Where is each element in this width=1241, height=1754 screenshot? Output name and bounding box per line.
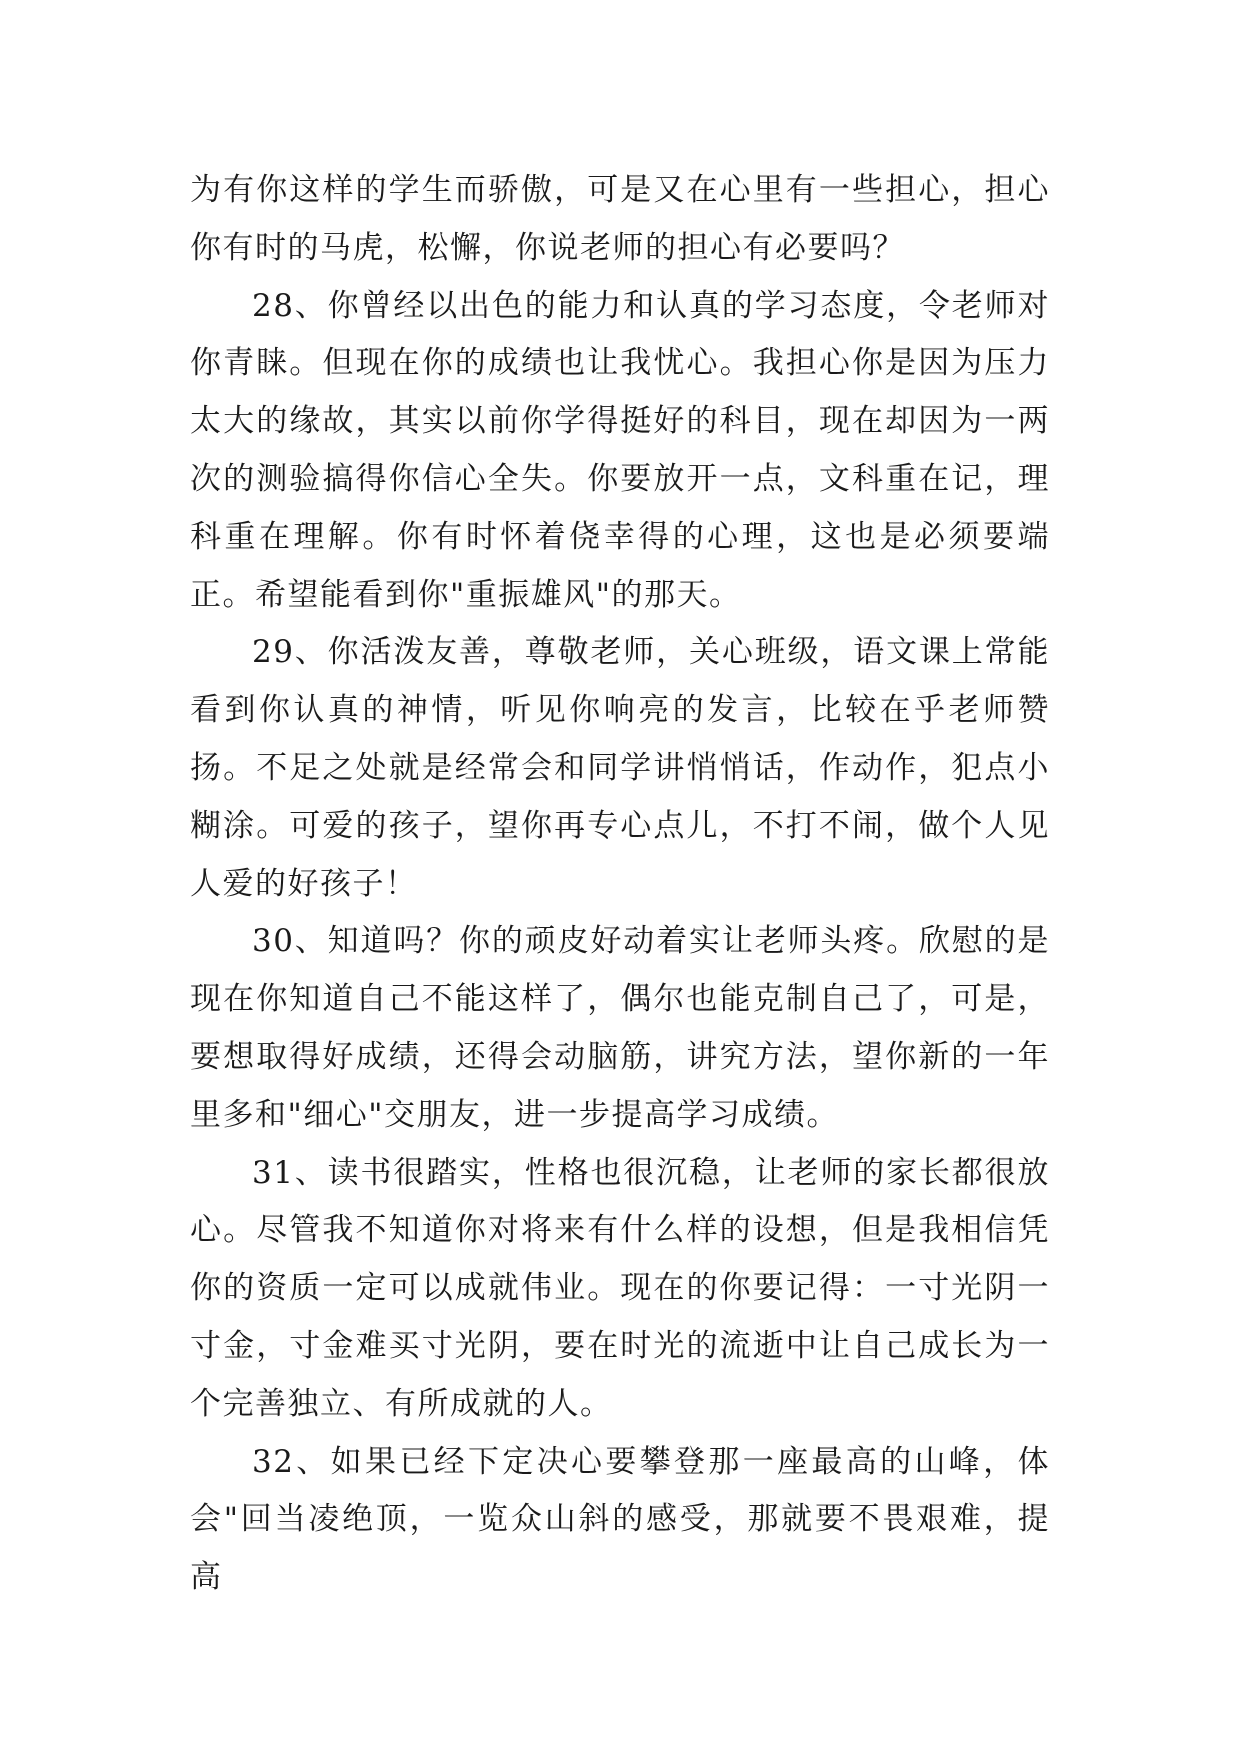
paragraph-31: 31、读书很踏实，性格也很沉稳，让老师的家长都很放心。尽管我不知道你对将来有什么样的设想，但是我相信凭你的资质一定可以成就伟业。现在的你要记得：一寸光阴一寸金，寸金难买寸光阴，要在时光的流逝中让自己成长为一个完善独立、有所成就的人。 xyxy=(190,1154,1050,1422)
paragraph-29: 29、你活泼友善，尊敬老师，关心班级，语文课上常能看到你认真的神情，听见你响亮的发言，比较在乎老师赞扬。不足之处就是经常会和同学讲悄悄话，作动作，犯点小糊涂。可爱的孩子，望你再专心点儿，不打不闹，做个人见人爱的好孩子！ xyxy=(190,634,1050,902)
paragraph-30: 30、知道吗？你的顽皮好动着实让老师头疼。欣慰的是现在你知道自己不能这样了，偶尔也能克制自己了，可是，要想取得好成绩，还得会动脑筋，讲究方法，望你新的一年里多和"细心"交朋友，进一步提高学习成绩。 xyxy=(190,923,1050,1133)
paragraph-32: 32、如果已经下定决心要攀登那一座最高的山峰，体会"回当凌绝顶，一览众山斜的感受，那就要不畏艰难，提高 xyxy=(190,1443,1050,1596)
paragraph-continued: 为有你这样的学生而骄傲，可是又在心里有一些担心，担心你有时的马虎，松懈，你说老师的担心有必要吗？ xyxy=(190,172,1050,266)
paragraph-28: 28、你曾经以出色的能力和认真的学习态度，令老师对你青睐。但现在你的成绩也让我忧心。我担心你是因为压力太大的缘故，其实以前你学得挺好的科目，现在却因为一两次的测验搞得你信心全失。你要放开一点，文科重在记，理科重在理解。你有时怀着侥幸得的心理，这也是必须要端正。希望能看到你"重振雄风"的那天。 xyxy=(190,287,1050,613)
document-body xyxy=(190,162,1050,1607)
